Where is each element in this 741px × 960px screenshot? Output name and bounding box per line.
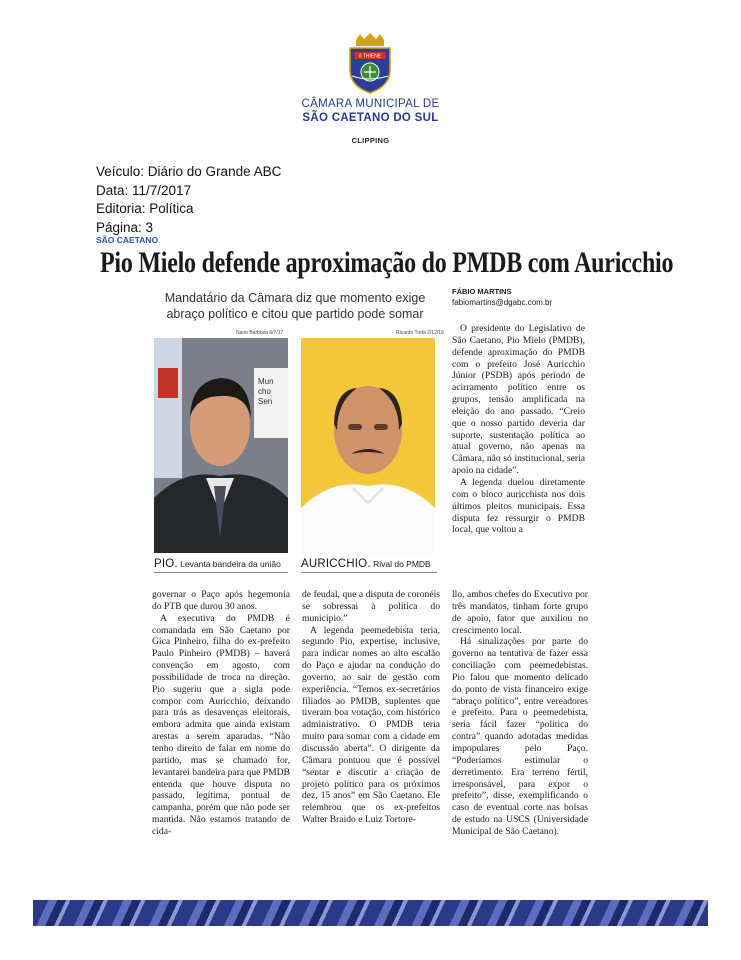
deck-line2: abraço político e citou que partido pode somar: [166, 307, 424, 321]
deck-line1: Mandatário da Câmara diz que momento exige: [164, 291, 426, 305]
paragraph: A executiva do PMDB é comandada em São Caetano por Gica Pinheiro, filha do ex-prefeito Paulo Pinheiro (PMDB) – haverá convenção em agosto, com possibilidade de troca na direção. Pio sugeriu que a sigla pode compor com Auricchio, deixando para trás as desavenças eleitorais, embora admita que ainda existam arestas a serem aparadas. “Não tenho direito de falar em nome do partido, mas se chamado for, levantarei bandeira para que PMDB entenda que houve disputa no passado, legítima, pontual de campanha, porém que não pode ser mantida. Não estamos tratando de cida-: [152, 612, 290, 837]
paragraph: governar o Paço após hegemonia do PTB que durou 30 anos.: [152, 589, 290, 612]
date-line: Data: 11/7/2017: [96, 182, 192, 198]
caption2-name: AURICCHIO.: [301, 558, 371, 570]
caption1-text: Levanta bandeira da união: [177, 559, 281, 569]
caption1-name: PIO.: [154, 558, 178, 570]
page-line: Página: 3: [96, 219, 154, 235]
paragraph: O presidente do Legislativo de São Caetano, Pio Mielo (PMDB), defende aproximação do PMDB com o prefeito José Auricchio Júnior (PSDB) após período de acirramento político entre os grupos, tensão amplificada na eleição do ano passado. “Creio que o nosso partido deveria dar suporte, sustentação política ao atual governo, não apenas na Câmara, não só institucional, seria apoio na cidade”.: [452, 323, 585, 477]
photo2-caption: [301, 558, 431, 570]
author-byline: FÁBIO MARTINS: [452, 287, 512, 296]
caption-rule: [154, 572, 288, 573]
paragraph: A legenda peemedebista teria, segundo Pio, expertise, inclusive, para indicar nomes ao alto escalão do Paço e ajudar na condução do governo, ao sair de gestão com experiência. “Temos ex-secretários filiados ao PMDB, suplentes que tiveram boa votação, com histórico administrativo. O PMDB teria muito para somar com a cidade em discussão aberta”. O dirigente da Câmara pontuou que é possível “sentar e discutir a criação de projeto político para os próximos dez, 15 anos” em São Caetano. Ele relembrou que os ex-prefeitos Walter Braido e Luiz Tortore-: [302, 624, 440, 826]
photo2-credit: Ricardo Trida 2/12/16: [396, 330, 444, 336]
paragraph: A legenda duelou diretamente com o bloco auricchista nos dois últimos pleitos municipais. Essa disputa fez ressurgir o PMDB local, que voltou a: [452, 476, 585, 536]
clipping-metadata: [96, 163, 281, 237]
article-deck: [150, 290, 440, 322]
paragraph: Há sinalizações por parte do governo na tentativa de fazer essa conciliação com peemedebistas. Pio falou que momento delicado do ponto de vista financeiro exige “abraço político”, entre vereadores e prefeito. Para o peemedebista, seria fácil fazer “política do contra” quando adotadas medidas impopulares pelo Paço. “Poderíamos estimular o derretimento. Era terreno fértil, irresponsável, para expor o prefeito”, disse, exemplificando o caso de eventual corte nas bolsas de estudo na USCS (Universidade Municipal de São Caetano).: [452, 636, 588, 837]
article-col-1: [152, 589, 290, 838]
crest-banner-text: ô THIENE: [358, 53, 382, 60]
article-col-2: [302, 589, 440, 826]
photo-auricchio: [301, 338, 435, 553]
photo1-caption: [154, 558, 281, 570]
photo1-credit: Nario Barbosa 6/7/17: [236, 330, 284, 336]
author-email: fabiomartins@dgabc.com.br: [452, 298, 553, 307]
org-name-line2: SÃO CAETANO DO SUL: [302, 112, 439, 124]
article-col-right: [452, 323, 585, 536]
caption2-text: Rival do PMDB: [370, 559, 431, 569]
paragraph: de feudal, que a disputa de coronéis se sobressai à política do município.”: [302, 589, 440, 624]
article-headline: Pio Mielo defende aproximação do PMDB com Auricchio: [100, 246, 674, 279]
footer-decorative-banner: [33, 900, 708, 926]
vehicle-line: Veículo: Diário do Grande ABC: [96, 164, 282, 179]
article-kicker: SÃO CAETANO: [96, 235, 159, 245]
org-name-line1: CÂMARA MUNICIPAL DE: [301, 98, 440, 110]
background-sign: Mun cho Sen: [258, 377, 274, 406]
photo-pio-mielo: [154, 338, 288, 553]
caption-rule: [301, 572, 437, 573]
chamber-crest-logo: [342, 32, 398, 94]
paragraph: llo, ambos chefes do Executivo por três mandatos, tinham forte grupo de apoio, fator que auxiliou no crescimento local.: [452, 589, 588, 636]
section-line: Editoria: Política: [96, 201, 194, 216]
clipping-label: CLIPPING: [351, 136, 390, 145]
article-col-3: [452, 589, 588, 838]
